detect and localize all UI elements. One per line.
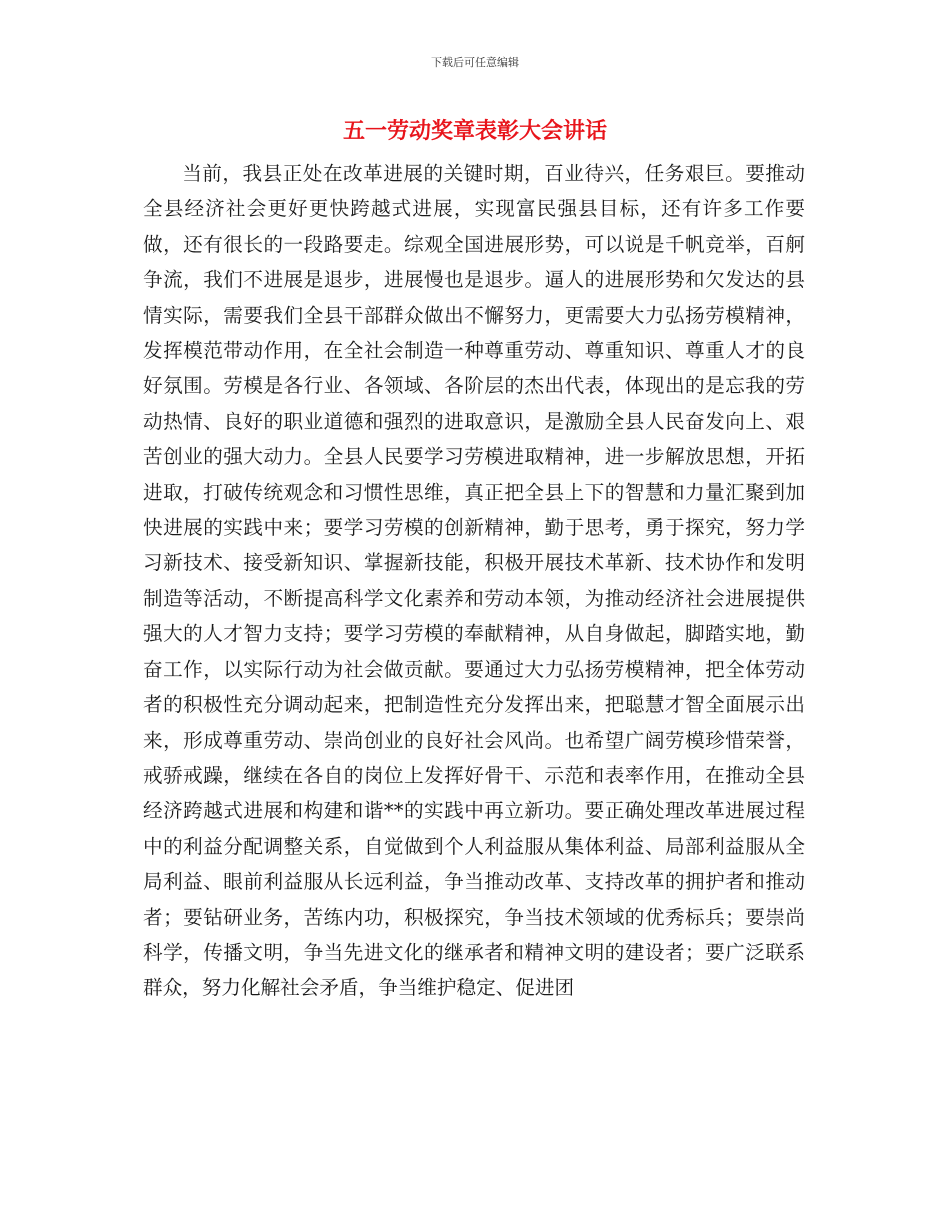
- header-note: 下载后可任意编辑: [431, 56, 519, 69]
- document-body: [143, 156, 805, 1006]
- body-paragraph: 当前，我县正处在改革进展的关键时期，百业待兴，任务艰巨。要推动全县经济社会更好更快跨越式进展，实现富民强县目标，还有许多工作要做，还有很长的一段路要走。综观全国进展形势，可以说是千帆竞举，百舸争流，我们不进展是退步，进展慢也是退步。逼人的进展形势和欠发达的县情实际，需要我们全县干部群众做出不懈努力，更需要大力弘扬劳模精神，发挥模范带动作用，在全社会制造一种尊重劳动、尊重知识、尊重人才的良好氛围。劳模是各行业、各领域、各阶层的杰出代表，体现出的是忘我的劳动热情、良好的职业道德和强烈的进取意识，是激励全县人民奋发向上、艰苦创业的强大动力。全县人民要学习劳模进取精神，进一步解放思想，开拓进取，打破传统观念和习惯性思维，真正把全县上下的智慧和力量汇聚到加快进展的实践中来；要学习劳模的创新精神，勤于思考，勇于探究，努力学习新技术、接受新知识、掌握新技能，积极开展技术革新、技术协作和发明制造等活动，不断提高科学文化素养和劳动本领，为推动经济社会进展提供强大的人才智力支持；要学习劳模的奉献精神，从自身做起，脚踏实地，勤奋工作，以实际行动为社会做贡献。要通过大力弘扬劳模精神，把全体劳动者的积极性充分调动起来，把制造性充分发挥出来，把聪慧才智全面展示出来，形成尊重劳动、崇尚创业的良好社会风尚。也希望广阔劳模珍惜荣誉，戒骄戒躁，继续在各自的岗位上发挥好骨干、示范和表率作用，在推动全县经济跨越式进展和构建和谐**的实践中再立新功。要正确处理改革进展过程中的利益分配调整关系，自觉做到个人利益服从集体利益、局部利益服从全局利益、眼前利益服从长远利益，争当推动改革、支持改革的拥护者和推动者；要钻研业务，苦练内功，积极探究，争当技术领域的优秀标兵；要崇尚科学，传播文明，争当先进文化的继承者和精神文明的建设者；要广泛联系群众，努力化解社会矛盾，争当维护稳定、促进团: [143, 162, 805, 1000]
- document-title: 五一劳动奖章表彰大会讲话: [342, 119, 607, 144]
